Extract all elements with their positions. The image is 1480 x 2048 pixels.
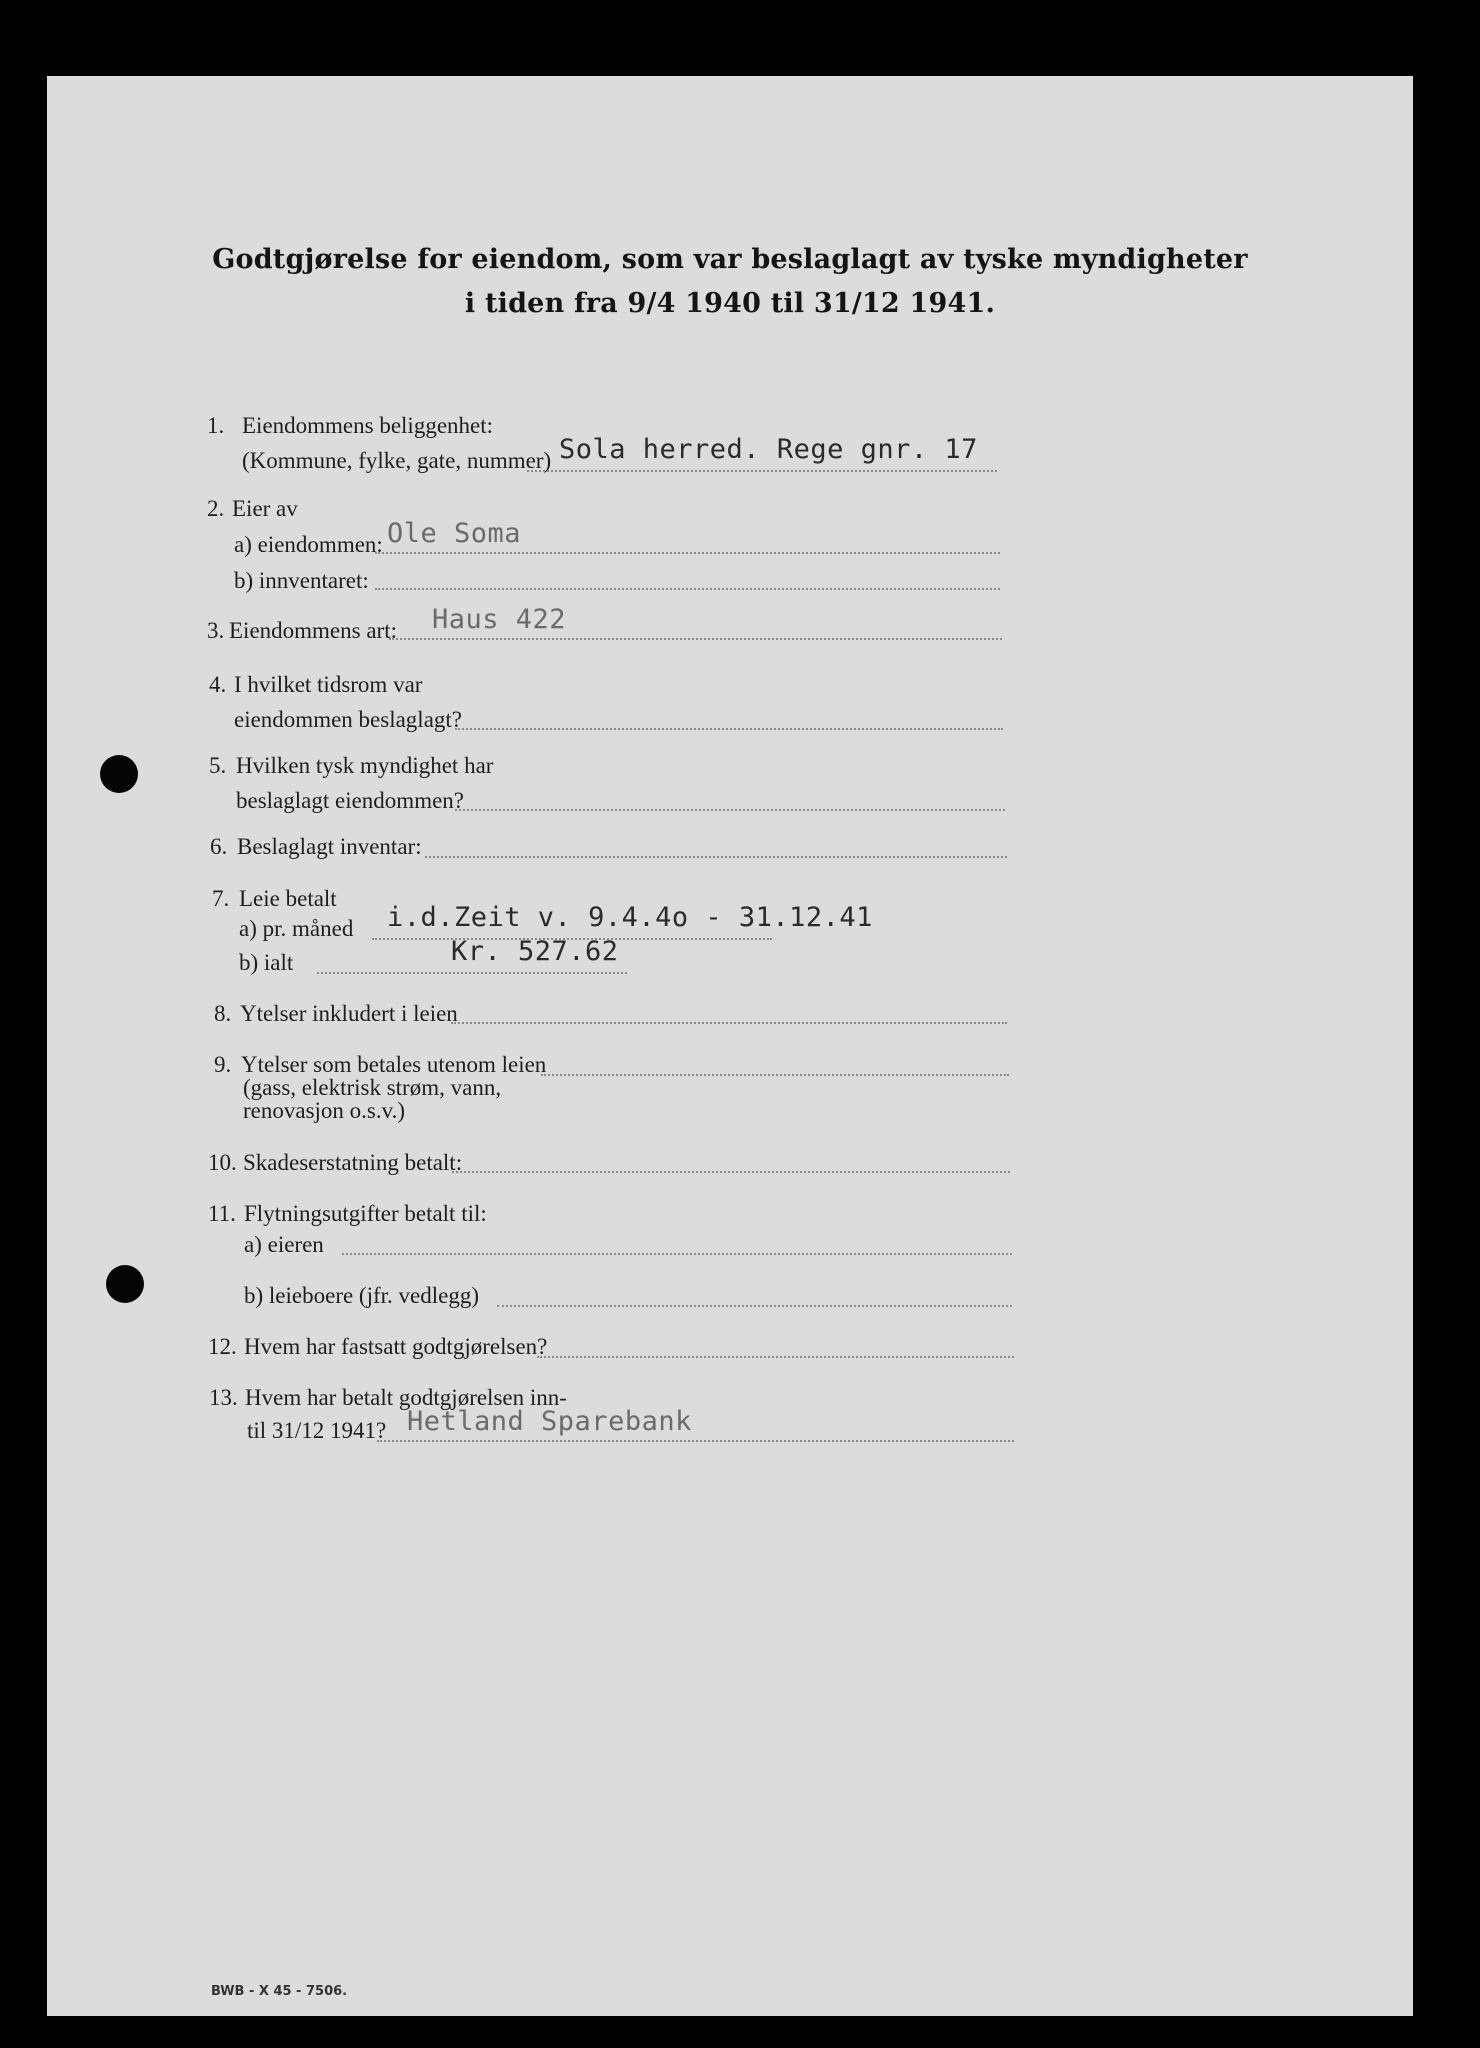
item-11a-label: a) eieren	[244, 1232, 324, 1257]
item-3-answer: Haus 422	[432, 604, 567, 635]
item-3-number: 3.	[207, 618, 225, 643]
item-9-answer-line	[541, 1074, 1009, 1076]
item-12-number: 12.	[208, 1334, 237, 1359]
form-page	[47, 76, 1413, 2016]
item-9-label: Ytelser som betales utenom leien	[241, 1052, 547, 1077]
item-9-sublabel2: renovasjon o.s.v.)	[243, 1098, 406, 1123]
item-8-label: Ytelser inkludert i leien	[240, 1001, 458, 1026]
item-4-number: 4.	[209, 672, 227, 697]
punch-hole-bottom	[106, 1265, 144, 1303]
item-1-sublabel: (Kommune, fylke, gate, nummer)	[242, 448, 552, 473]
item-1-answer-line	[527, 470, 997, 472]
punch-hole-top	[100, 755, 138, 793]
item-13-label: Hvem har betalt godtgjørelsen inn-	[245, 1385, 567, 1410]
form-title-line2: i tiden fra 9/4 1940 til 31/12 1941.	[464, 288, 996, 319]
item-5-number: 5.	[209, 753, 227, 778]
print-code: BWB - X 45 - 7506.	[211, 1984, 348, 1999]
item-11b-answer-line	[497, 1305, 1012, 1307]
form-title-line1: Godtgjørelse for eiendom, som var beslaglagt av tyske myndigheter	[212, 244, 1248, 275]
item-7a-label: a) pr. måned	[239, 916, 354, 941]
item-6-answer-line	[425, 856, 1007, 858]
item-2a-answer-line	[375, 552, 1000, 554]
item-11a-answer-line	[342, 1253, 1012, 1255]
item-10-label: Skadeserstatning betalt:	[243, 1150, 463, 1175]
item-2b-label: b) innventaret:	[234, 568, 369, 593]
item-13-number: 13.	[209, 1385, 238, 1410]
item-13-answer-line	[377, 1440, 1014, 1442]
item-13-answer: Hetland Sparebank	[407, 1406, 692, 1437]
item-1-answer: Sola herred. Rege gnr. 17	[559, 434, 978, 465]
item-2-number: 2.	[207, 496, 225, 521]
item-1-number: 1.	[207, 413, 225, 438]
item-11-number: 11.	[208, 1201, 236, 1226]
item-10-answer-line	[452, 1171, 1010, 1173]
item-1-label: Eiendommens beliggenhet:	[242, 413, 494, 438]
item-12-label: Hvem har fastsatt godtgjørelsen?	[244, 1334, 548, 1359]
item-13-sublabel: til 31/12 1941?	[247, 1418, 387, 1443]
item-6-label: Beslaglagt inventar:	[237, 834, 422, 859]
item-10-number: 10.	[208, 1150, 237, 1175]
item-12-answer-line	[537, 1356, 1014, 1358]
item-3-label: Eiendommens art:	[229, 618, 397, 643]
item-11b-label: b) leieboere (jfr. vedlegg)	[244, 1283, 479, 1308]
item-7b-label: b) ialt	[239, 950, 294, 975]
item-7a-answer: i.d.Zeit v. 9.4.4o - 31.12.41	[387, 902, 873, 933]
item-2b-answer-line	[375, 588, 1000, 590]
item-4-answer-line	[455, 728, 1003, 730]
item-5-sublabel: beslaglagt eiendommen?	[236, 788, 465, 813]
item-5-answer-line	[455, 809, 1005, 811]
item-2-label: Eier av	[232, 496, 298, 521]
item-9-number: 9.	[214, 1052, 232, 1077]
item-7-number: 7.	[212, 886, 230, 911]
item-3-answer-line	[389, 638, 1002, 640]
item-7b-answer: Kr. 527.62	[451, 936, 619, 967]
item-2a-answer: Ole Soma	[387, 518, 522, 549]
item-9-sublabel1: (gass, elektrisk strøm, vann,	[243, 1075, 502, 1100]
item-7b-answer-line	[317, 972, 627, 974]
item-8-answer-line	[451, 1022, 1007, 1024]
item-11-label: Flytningsutgifter betalt til:	[244, 1201, 487, 1226]
item-5-label: Hvilken tysk myndighet har	[236, 753, 494, 778]
item-4-label: I hvilket tidsrom var	[234, 672, 423, 697]
item-6-number: 6.	[210, 834, 228, 859]
item-4-sublabel: eiendommen beslaglagt?	[234, 707, 463, 732]
item-7-label: Leie betalt	[239, 886, 337, 911]
item-2a-label: a) eiendommen:	[234, 532, 383, 557]
item-8-number: 8.	[214, 1001, 232, 1026]
